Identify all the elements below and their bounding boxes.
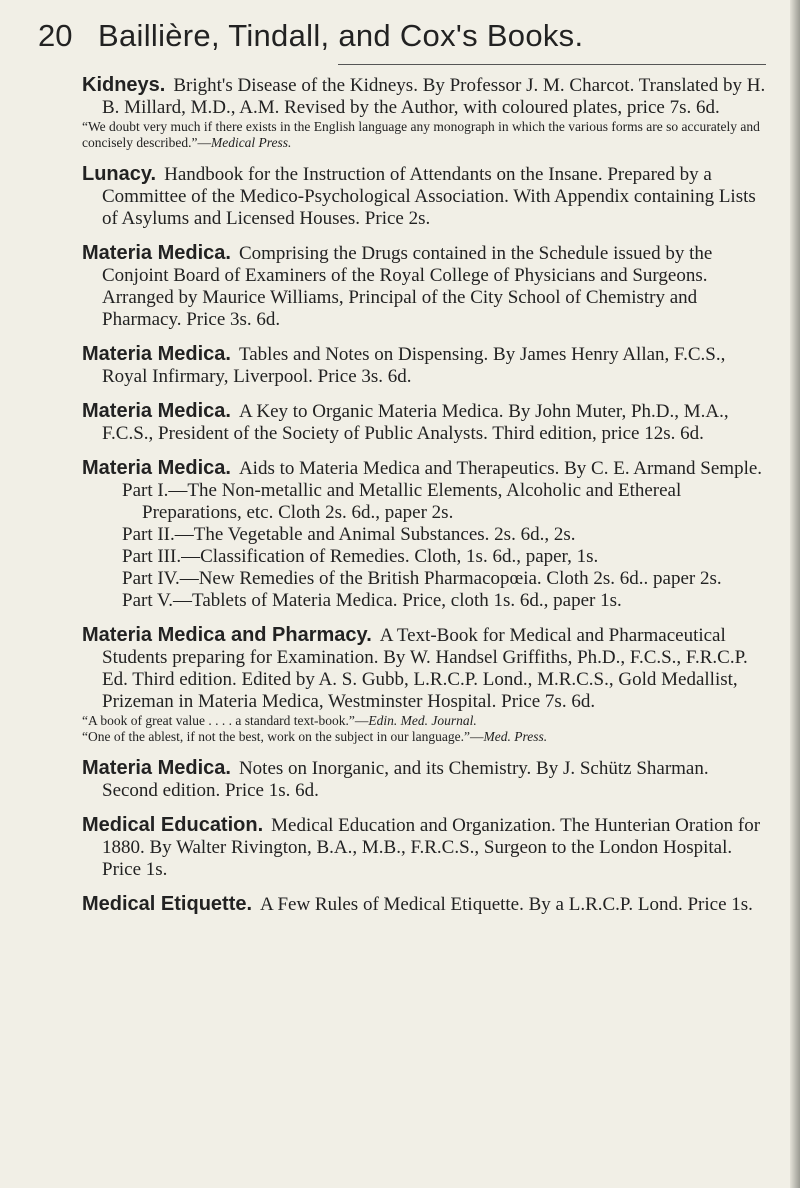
entry-text: Comprising the Drugs contained in the Schedule issued by the Conjoint Board of Examiners of the Royal College of Physicians and Surgeons. Arranged by Maurice Williams, Principal of the City School of Chemistry and Pharmacy. Price 3s. 6d. xyxy=(102,243,713,330)
entry-text: A Key to Organic Materia Medica. By John Muter, Ph.D., M.A., F.C.S., President of the Society of Public Analysts. Third edition, price 12s. 6d. xyxy=(102,401,729,444)
entry-subject: Kidneys. xyxy=(82,74,166,96)
entry-subject: Medical Etiquette. xyxy=(82,893,253,915)
review-quote: “A book of great value . . . . a standard text-book.”—Edin. Med. Journal. xyxy=(82,713,477,728)
header-rule xyxy=(338,64,766,65)
review-source: Med. Press. xyxy=(483,729,548,744)
catalogue-entry xyxy=(82,757,768,802)
catalogue-entry xyxy=(82,163,768,230)
entry-subject: Materia Medica and Pharmacy. xyxy=(82,624,372,646)
entry-subject: Materia Medica. xyxy=(82,457,231,479)
entry-subject: Materia Medica. xyxy=(82,757,231,779)
entry-text: Handbook for the Instruction of Attendants on the Insane. Prepared by a Committee of the Medico-Psychological Association. With Appendix containing Lists of Asylums and Licensed Houses. Price 2s. xyxy=(102,164,756,229)
entry-part: Part III.—Classification of Remedies. Cloth, 1s. 6d., paper, 1s. xyxy=(122,546,599,567)
entry-text: A Text-Book for Medical and Pharmaceutical Students preparing for Examination. By W. Handsel Griffiths, Ph.D., F.C.S., F.R.C.P. Ed. Third edition. Edited by A. S. Gubb, L.R.C.P. Lond., M.R.C.S., Gold Medallist, Prizeman in Materia Medica, Westminster Hospital. Price 7s. 6d. xyxy=(102,625,748,712)
catalogue-entry xyxy=(82,893,768,916)
entry-text: A Few Rules of Medical Etiquette. By a L.R.C.P. Lond. Price 1s. xyxy=(260,894,753,915)
entry-part: Part V.—Tablets of Materia Medica. Price, cloth 1s. 6d., paper 1s. xyxy=(122,590,622,611)
catalogue-entry xyxy=(82,400,768,445)
entry-part: Part IV.—New Remedies of the British Pharmacopœia. Cloth 2s. 6d.. paper 2s. xyxy=(122,568,722,589)
entry-text: Medical Education and Organization. The Hunterian Oration for 1880. By Walter Rivington, B.A., M.B., F.R.C.S., Surgeon to the London Hospital. Price 1s. xyxy=(102,815,761,880)
catalogue-entry xyxy=(82,624,768,745)
catalogue-entry xyxy=(82,74,768,151)
review-source: Medical Press. xyxy=(210,135,292,150)
catalogue-entry xyxy=(82,814,768,881)
catalogue-entry xyxy=(82,457,768,612)
page-number: 20 xyxy=(38,18,73,53)
page-header xyxy=(38,18,758,62)
entry-text: Tables and Notes on Dispensing. By James Henry Allan, F.C.S., Royal Infirmary, Liverpool. Price 3s. 6d. xyxy=(102,344,726,387)
catalogue-entry xyxy=(82,343,768,388)
entry-part: Part I.—The Non-metallic and Metallic Elements, Alcoholic and Ethereal Preparations, etc. Cloth 2s. 6d., paper 2s. xyxy=(122,480,682,523)
entry-text: Notes on Inorganic, and its Chemistry. By J. Schütz Sharman. Second edition. Price 1s. 6d. xyxy=(102,758,709,801)
entry-part: Part II.—The Vegetable and Animal Substances. 2s. 6d., 2s. xyxy=(122,524,576,545)
running-title: Baillière, Tindall, and Cox's Books. xyxy=(98,18,584,53)
review-source: Edin. Med. Journal. xyxy=(368,713,477,728)
review-quote: “One of the ablest, if not the best, work on the subject in our language.”—Med. Press. xyxy=(82,729,548,744)
review-quote: “We doubt very much if there exists in the English language any monograph in which the various forms are so accurately and concisely described.”—Medical Press. xyxy=(82,119,760,150)
catalogue-list xyxy=(82,74,768,928)
entry-subject: Medical Education. xyxy=(82,814,264,836)
catalogue-entry xyxy=(82,242,768,331)
entry-subject: Materia Medica. xyxy=(82,242,231,264)
page-edge xyxy=(790,0,800,1188)
entry-subject: Materia Medica. xyxy=(82,343,231,365)
entry-text: Aids to Materia Medica and Therapeutics. By C. E. Armand Semple. xyxy=(238,458,763,479)
entry-subject: Lunacy. xyxy=(82,163,157,185)
entry-text: Bright's Disease of the Kidneys. By Professor J. M. Charcot. Translated by H. B. Millard, M.D., A.M. Revised by the Author, with coloured plates, price 7s. 6d. xyxy=(102,75,766,118)
entry-subject: Materia Medica. xyxy=(82,400,231,422)
